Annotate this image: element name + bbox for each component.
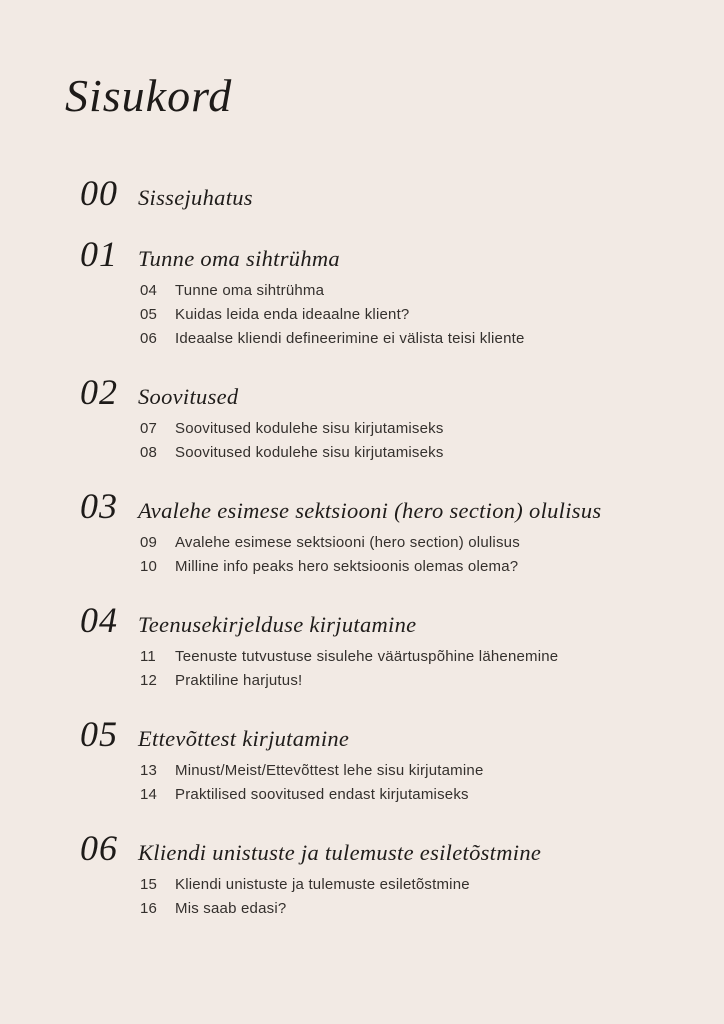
section-items (65, 873, 694, 921)
toc-sections (65, 172, 694, 947)
item-page-number: 12 (140, 671, 158, 689)
toc-item (140, 783, 694, 807)
item-label: Avalehe esimese sektsiooni (hero section) olulisus (175, 533, 520, 551)
item-label: Soovitused kodulehe sisu kirjutamiseks (175, 443, 444, 461)
toc-item (140, 279, 694, 303)
toc-item (140, 873, 694, 897)
toc-item (140, 417, 694, 441)
toc-section (65, 485, 694, 579)
toc-item (140, 441, 694, 465)
item-label: Tunne oma sihtrühma (175, 281, 325, 299)
item-page-number: 13 (140, 761, 158, 779)
section-heading (80, 485, 694, 526)
toc-item (140, 327, 694, 351)
section-heading (80, 713, 694, 754)
item-label: Mis saab edasi? (175, 899, 287, 917)
section-title: Avalehe esimese sektsiooni (hero section) olulisus (138, 497, 602, 523)
item-page-number: 14 (140, 785, 158, 803)
item-page-number: 10 (140, 557, 158, 575)
item-page-number: 16 (140, 899, 158, 917)
toc-section (65, 371, 694, 465)
toc-item (140, 555, 694, 579)
item-page-number: 11 (140, 647, 156, 665)
item-label: Ideaalse kliendi defineerimine ei välista teisi kliente (175, 329, 525, 347)
section-items (65, 279, 694, 351)
item-page-number: 04 (140, 281, 158, 299)
section-number: 02 (80, 371, 118, 412)
section-heading (80, 599, 694, 640)
section-number: 01 (80, 233, 118, 274)
toc-item (140, 531, 694, 555)
section-title: Ettevõttest kirjutamine (138, 725, 350, 751)
toc-item (140, 303, 694, 327)
item-page-number: 05 (140, 305, 158, 323)
item-page-number: 09 (140, 533, 158, 551)
section-items (65, 531, 694, 579)
item-page-number: 06 (140, 329, 158, 347)
section-title: Tunne oma sihtrühma (138, 245, 340, 271)
item-page-number: 15 (140, 875, 158, 893)
section-number: 05 (80, 713, 118, 754)
section-items (65, 645, 694, 693)
toc-item (140, 645, 694, 669)
section-title: Kliendi unistuste ja tulemuste esiletõstmine (138, 839, 542, 865)
section-title: Teenusekirjelduse kirjutamine (138, 611, 417, 637)
toc-section (65, 233, 694, 351)
section-title: Sissejuhatus (138, 184, 253, 210)
section-heading (80, 371, 694, 412)
item-label: Soovitused kodulehe sisu kirjutamiseks (175, 419, 444, 437)
section-heading (80, 172, 694, 213)
toc-section (65, 599, 694, 693)
item-label: Kuidas leida enda ideaalne klient? (175, 305, 410, 323)
item-page-number: 08 (140, 443, 158, 461)
item-label: Praktilised soovitused endast kirjutamiseks (175, 785, 469, 803)
item-label: Milline info peaks hero sektsioonis olemas olema? (175, 557, 519, 575)
item-label: Teenuste tutvustuse sisulehe väärtuspõhine lähenemine (175, 647, 559, 665)
section-heading (80, 827, 694, 868)
section-items (65, 417, 694, 465)
section-heading (80, 233, 694, 274)
toc-section (65, 713, 694, 807)
toc-item (140, 669, 694, 693)
item-page-number: 07 (140, 419, 158, 437)
item-label: Minust/Meist/Ettevõttest lehe sisu kirjutamine (175, 761, 484, 779)
toc-section (65, 827, 694, 921)
item-label: Kliendi unistuste ja tulemuste esiletõstmine (175, 875, 470, 893)
toc-section (65, 172, 694, 213)
page-title: Sisukord (65, 70, 233, 121)
section-number: 03 (80, 485, 118, 526)
section-number: 04 (80, 599, 118, 640)
section-items (65, 759, 694, 807)
toc-item (140, 897, 694, 921)
section-number: 06 (80, 827, 118, 868)
item-label: Praktiline harjutus! (175, 671, 303, 689)
toc-item (140, 759, 694, 783)
section-number: 00 (80, 172, 118, 213)
section-title: Soovitused (138, 383, 239, 409)
